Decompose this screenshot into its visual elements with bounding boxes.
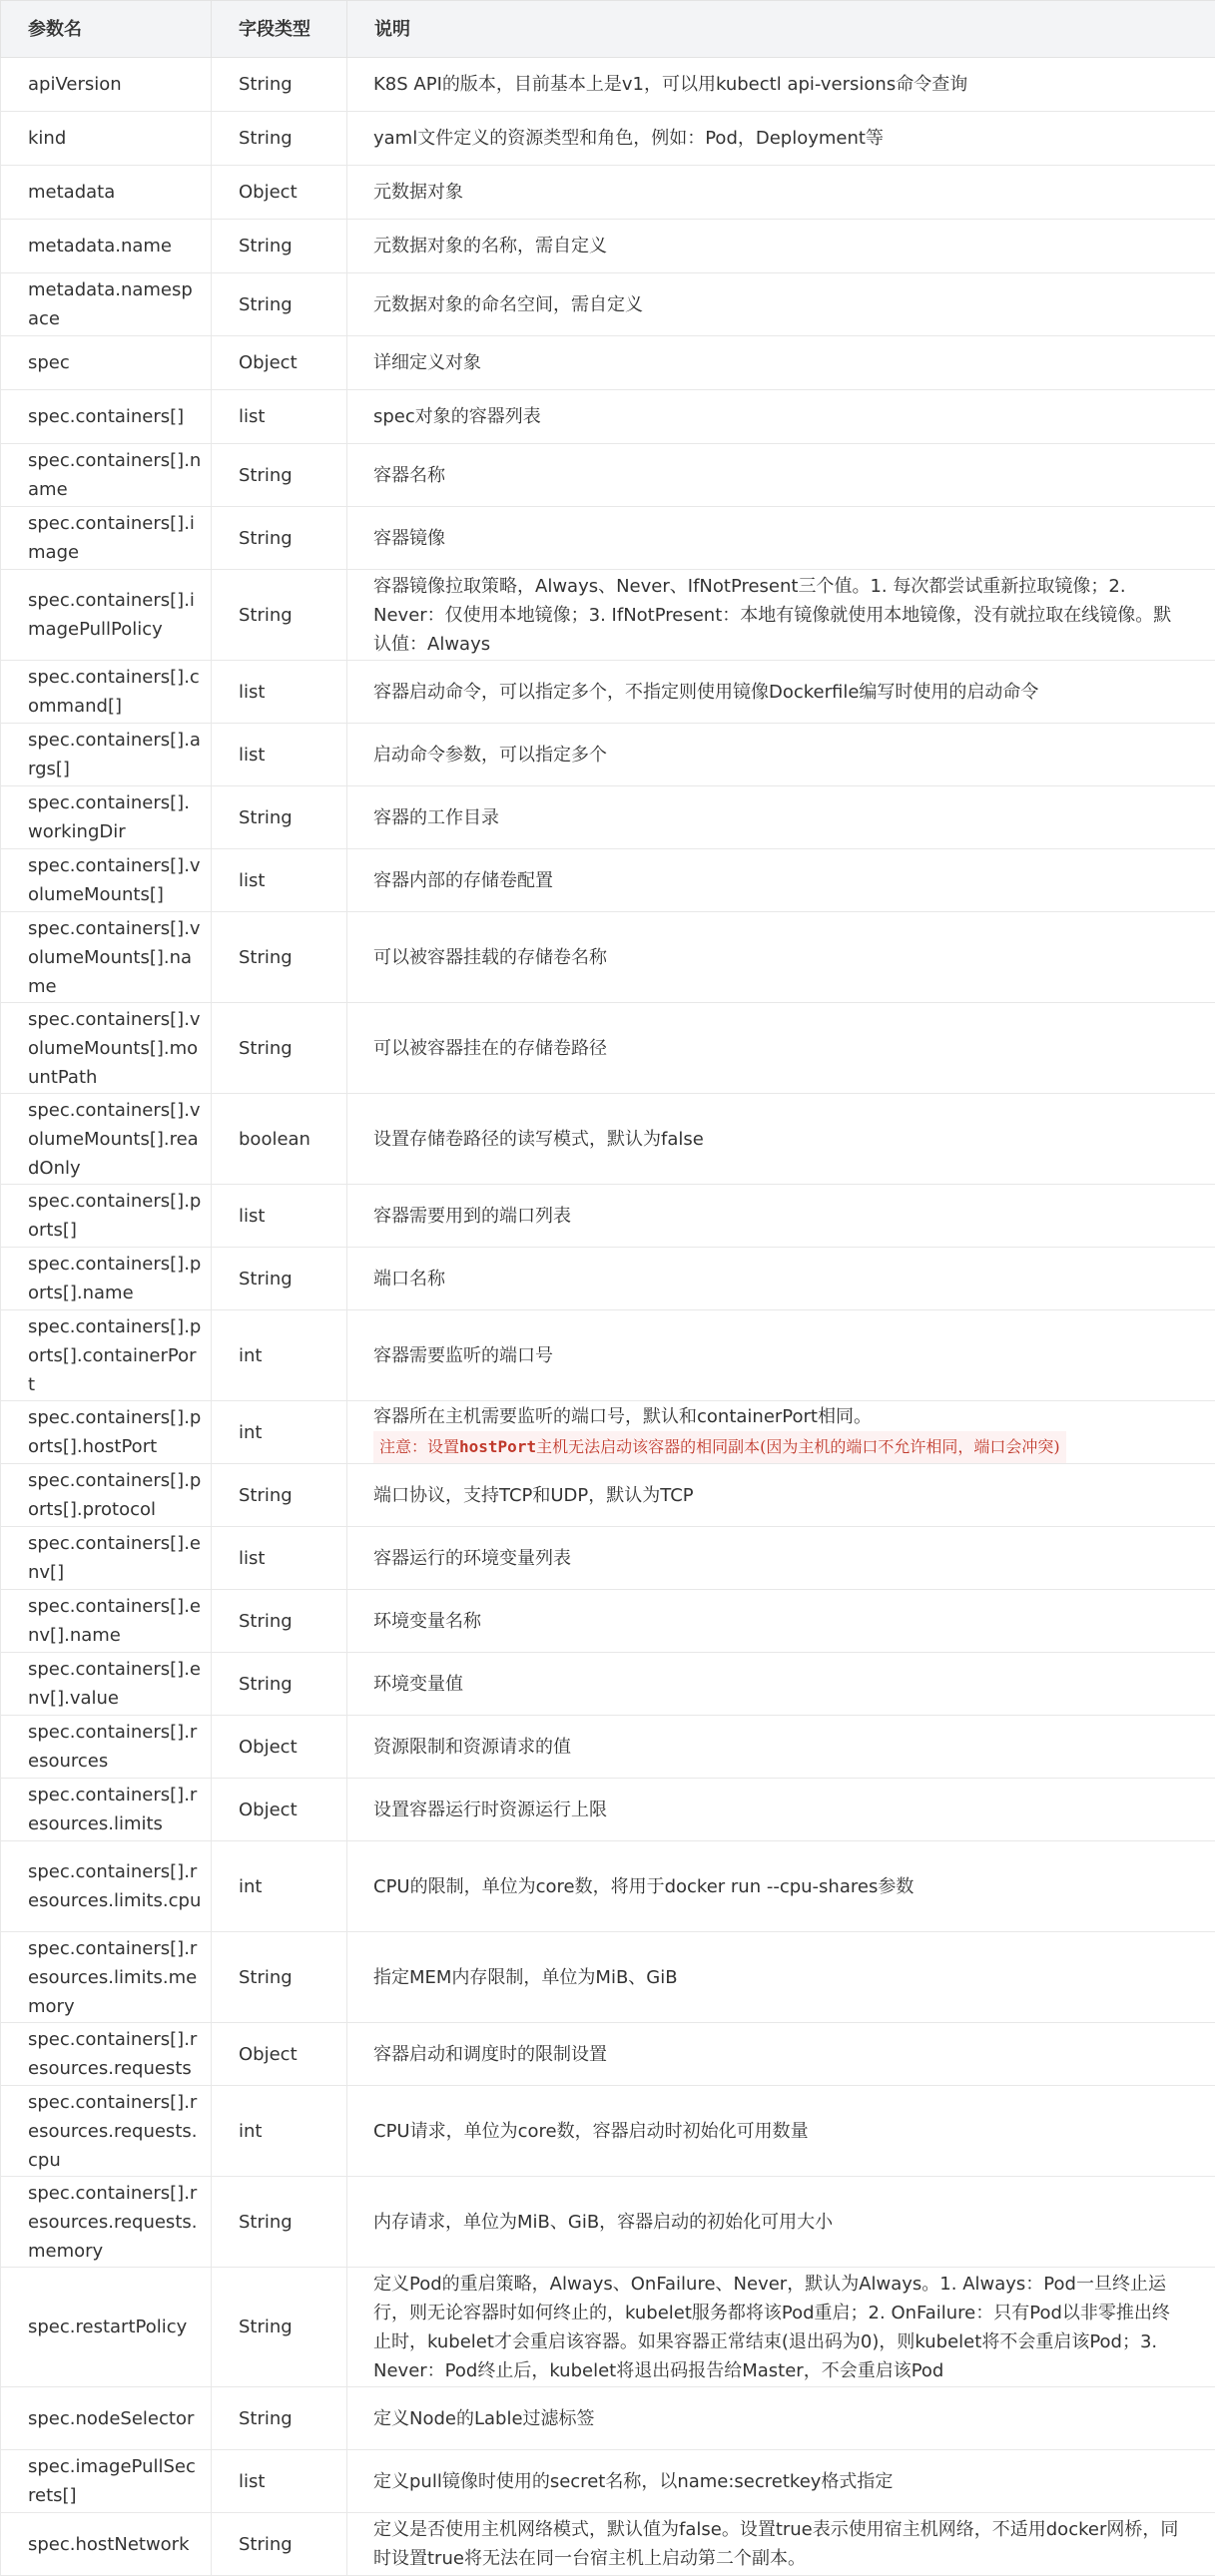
description-text: 容器的工作目录 (373, 807, 499, 828)
param-name-cell: spec.containers[] (1, 390, 212, 444)
param-name-cell: spec.containers[].resources.requests.cpu (1, 2086, 212, 2177)
header-type: 字段类型 (212, 1, 347, 58)
description-text: CPU的限制，单位为core数，将用于docker run --cpu-shares参数 (373, 1876, 913, 1897)
param-name-cell: metadata.namespace (1, 273, 212, 336)
field-type-cell: String (212, 2387, 347, 2450)
description-text: 元数据对象的命名空间，需自定义 (373, 294, 643, 315)
param-name-cell: spec.containers[].name (1, 444, 212, 507)
description-cell (347, 1527, 1215, 1590)
param-name-cell: spec.imagePullSecrets[] (1, 2450, 212, 2513)
description-cell (347, 1464, 1215, 1527)
table-row (1, 2513, 1215, 2576)
param-name-cell: spec.containers[].image (1, 507, 212, 570)
param-name-cell: spec.hostNetwork (1, 2513, 212, 2576)
description-cell (347, 390, 1215, 444)
param-name-cell: spec.containers[].command[] (1, 661, 212, 724)
table-row (1, 2086, 1215, 2177)
param-name-cell: kind (1, 112, 212, 166)
param-name-cell: spec.containers[].resources.requests (1, 2023, 212, 2086)
table-row (1, 273, 1215, 336)
table-row (1, 507, 1215, 570)
field-type-cell: Object (212, 166, 347, 220)
param-name-cell: spec.containers[].args[] (1, 724, 212, 786)
table-row (1, 1716, 1215, 1779)
note-code: hostPort (459, 1437, 536, 1456)
field-type-cell: String (212, 1003, 347, 1094)
description-text: 环境变量值 (373, 1674, 463, 1695)
description-text: 设置存储卷路径的读写模式，默认为false (373, 1129, 704, 1150)
table-row (1, 786, 1215, 849)
field-type-cell: list (212, 849, 347, 912)
description-cell (347, 786, 1215, 849)
description-text: 定义Node的Lable过滤标签 (373, 2408, 595, 2429)
description-text: 指定MEM内存限制，单位为MiB、GiB (373, 1967, 678, 1988)
table-row (1, 1932, 1215, 2023)
header-desc: 说明 (347, 1, 1215, 58)
table-row (1, 724, 1215, 786)
description-cell (347, 1716, 1215, 1779)
table-row (1, 661, 1215, 724)
note-prefix: 注意：设置 (379, 1437, 459, 1456)
description-text: 容器内部的存储卷配置 (373, 870, 553, 891)
field-type-cell: String (212, 112, 347, 166)
description-cell (347, 1590, 1215, 1653)
description-text: 容器需要监听的端口号 (373, 1345, 553, 1366)
table-row (1, 2177, 1215, 2268)
param-name-cell: apiVersion (1, 58, 212, 112)
field-type-cell: String (212, 1932, 347, 2023)
description-cell (347, 1653, 1215, 1716)
description-cell (347, 724, 1215, 786)
description-cell (347, 2513, 1215, 2576)
param-name-cell: spec.containers[].volumeMounts[].readOnly (1, 1094, 212, 1185)
description-text: CPU请求，单位为core数，容器启动时初始化可用数量 (373, 2121, 809, 2142)
description-text: spec对象的容器列表 (373, 406, 541, 427)
description-text: K8S API的版本，目前基本上是v1，可以用kubectl api-versions命令查询 (373, 74, 967, 95)
field-type-cell: list (212, 1527, 347, 1590)
description-cell (347, 220, 1215, 273)
description-cell (347, 570, 1215, 661)
param-name-cell: spec.containers[].ports[].hostPort (1, 1401, 212, 1464)
field-type-cell: Object (212, 1716, 347, 1779)
description-cell (347, 849, 1215, 912)
warning-note (373, 1431, 1066, 1463)
table-row (1, 849, 1215, 912)
table-header (1, 1, 1215, 58)
field-type-cell: String (212, 220, 347, 273)
param-name-cell: spec.containers[].resources (1, 1716, 212, 1779)
description-cell (347, 1003, 1215, 1094)
table-row (1, 390, 1215, 444)
description-text: yaml文件定义的资源类型和角色，例如：Pod，Deployment等 (373, 128, 884, 149)
table-row (1, 112, 1215, 166)
field-type-cell: String (212, 570, 347, 661)
table-row (1, 1185, 1215, 1248)
param-name-cell: spec.containers[].resources.limits.memory (1, 1932, 212, 2023)
description-cell (347, 1185, 1215, 1248)
description-text: 内存请求，单位为MiB、GiB，容器启动的初始化可用大小 (373, 2212, 833, 2233)
table-row (1, 1464, 1215, 1527)
description-text: 元数据对象 (373, 182, 463, 203)
table-row (1, 2450, 1215, 2513)
field-type-cell: Object (212, 2023, 347, 2086)
description-cell (347, 1248, 1215, 1310)
table-row (1, 220, 1215, 273)
table-row (1, 1779, 1215, 1841)
param-name-cell: spec.containers[].ports[].name (1, 1248, 212, 1310)
table-row (1, 570, 1215, 661)
description-text: 启动命令参数，可以指定多个 (373, 745, 607, 766)
param-name-cell: spec.containers[].volumeMounts[].name (1, 912, 212, 1003)
description-cell (347, 661, 1215, 724)
description-text: 资源限制和资源请求的值 (373, 1737, 571, 1758)
param-name-cell: spec (1, 336, 212, 390)
field-type-cell: list (212, 1185, 347, 1248)
description-text: 容器启动和调度时的限制设置 (373, 2044, 607, 2065)
field-type-cell: String (212, 1653, 347, 1716)
header-param: 参数名 (1, 1, 212, 58)
field-type-cell: String (212, 1464, 347, 1527)
field-type-cell: boolean (212, 1094, 347, 1185)
field-type-cell: String (212, 2177, 347, 2268)
description-cell (347, 2268, 1215, 2387)
description-cell (347, 2177, 1215, 2268)
param-name-cell: spec.containers[].ports[].containerPort (1, 1310, 212, 1401)
table-row (1, 2023, 1215, 2086)
description-text: 容器运行的环境变量列表 (373, 1548, 571, 1569)
description-text: 容器启动命令，可以指定多个，不指定则使用镜像Dockerfile编写时使用的启动命令 (373, 682, 1038, 703)
header-row (1, 1, 1215, 58)
field-type-cell: int (212, 2086, 347, 2177)
field-type-cell: Object (212, 336, 347, 390)
param-name-cell: spec.containers[].resources.limits.cpu (1, 1841, 212, 1932)
description-cell (347, 2086, 1215, 2177)
description-cell (347, 1779, 1215, 1841)
table-row (1, 2387, 1215, 2450)
description-cell (347, 1932, 1215, 2023)
param-name-cell: spec.containers[].env[].value (1, 1653, 212, 1716)
field-type-cell: list (212, 2450, 347, 2513)
description-cell (347, 58, 1215, 112)
param-name-cell: spec.nodeSelector (1, 2387, 212, 2450)
field-type-cell: int (212, 1841, 347, 1932)
description-text: 详细定义对象 (373, 352, 481, 373)
description-text: 容器名称 (373, 465, 445, 486)
description-text: 容器镜像拉取策略，Always、Never、IfNotPresent三个值。1. 每次都尝试重新拉取镜像；2. Never：仅使用本地镜像；3. IfNotPresent：本地有镜像就使用本地镜像，没有就拉取在线镜像。默认值：Always (373, 576, 1171, 655)
param-name-cell: spec.containers[].resources.limits (1, 1779, 212, 1841)
description-cell (347, 1401, 1215, 1464)
description-text: 可以被容器挂载的存储卷名称 (373, 947, 607, 968)
description-text: 可以被容器挂在的存储卷路径 (373, 1038, 607, 1059)
param-name-cell: spec.containers[].ports[] (1, 1185, 212, 1248)
field-type-cell: String (212, 507, 347, 570)
field-type-cell: list (212, 661, 347, 724)
param-name-cell: spec.containers[].imagePullPolicy (1, 570, 212, 661)
description-cell (347, 1310, 1215, 1401)
param-name-cell: spec.containers[].env[] (1, 1527, 212, 1590)
param-name-cell: spec.containers[].workingDir (1, 786, 212, 849)
description-cell (347, 2387, 1215, 2450)
description-cell (347, 273, 1215, 336)
description-text: 容器所在主机需要监听的端口号，默认和containerPort相同。 (373, 1406, 872, 1427)
table-row (1, 912, 1215, 1003)
param-name-cell: spec.containers[].resources.requests.memory (1, 2177, 212, 2268)
field-type-cell: String (212, 1590, 347, 1653)
field-type-cell: list (212, 390, 347, 444)
param-name-cell: metadata (1, 166, 212, 220)
table-row (1, 336, 1215, 390)
description-cell (347, 912, 1215, 1003)
field-type-cell: String (212, 912, 347, 1003)
param-name-cell: spec.containers[].volumeMounts[] (1, 849, 212, 912)
description-cell (347, 2023, 1215, 2086)
param-name-cell: metadata.name (1, 220, 212, 273)
field-type-cell: String (212, 2513, 347, 2576)
note-suffix: 主机无法启动该容器的相同副本(因为主机的端口不允许相同，端口会冲突) (536, 1437, 1060, 1456)
table-row (1, 1401, 1215, 1464)
table-row (1, 1094, 1215, 1185)
field-type-cell: Object (212, 1779, 347, 1841)
table-row (1, 58, 1215, 112)
table-row (1, 1841, 1215, 1932)
description-text: 端口名称 (373, 1269, 445, 1289)
field-type-cell: String (212, 1248, 347, 1310)
description-text: 设置容器运行时资源运行上限 (373, 1800, 607, 1820)
description-text: 定义Pod的重启策略，Always、OnFailure、Never，默认为Always。1. Always：Pod一旦终止运行，则无论容器时如何终止的，kubelet服务都将该Pod重启；2. OnFailure：只有Pod以非零推出终止时，kubelet才会重启该容器。如果容器正常结束(退出码为0)，则kubelet将不会重启该Pod；3. Never：Pod终止后，kubelet将退出码报告给Master，不会重启该Pod (373, 2274, 1170, 2381)
description-text: 元数据对象的名称，需自定义 (373, 236, 607, 257)
field-type-cell: String (212, 786, 347, 849)
description-cell (347, 444, 1215, 507)
param-name-cell: spec.containers[].volumeMounts[].mountPath (1, 1003, 212, 1094)
field-type-cell: String (212, 58, 347, 112)
table-row (1, 1248, 1215, 1310)
description-cell (347, 112, 1215, 166)
description-text: 定义pull镜像时使用的secret名称，以name:secretkey格式指定 (373, 2471, 893, 2492)
table-row (1, 1527, 1215, 1590)
param-name-cell: spec.restartPolicy (1, 2268, 212, 2387)
description-cell (347, 336, 1215, 390)
field-type-cell: int (212, 1310, 347, 1401)
table-row (1, 1653, 1215, 1716)
description-text: 端口协议，支持TCP和UDP，默认为TCP (373, 1485, 694, 1506)
param-name-cell: spec.containers[].env[].name (1, 1590, 212, 1653)
field-type-cell: String (212, 273, 347, 336)
description-cell (347, 1094, 1215, 1185)
table-body (1, 58, 1215, 2576)
description-text: 定义是否使用主机网络模式，默认值为false。设置true表示使用宿主机网络，不适用docker网桥，同时设置true将无法在同一台宿主机上启动第二个副本。 (373, 2519, 1178, 2569)
field-type-cell: list (212, 724, 347, 786)
table-row (1, 166, 1215, 220)
field-type-cell: String (212, 2268, 347, 2387)
description-text: 环境变量名称 (373, 1611, 481, 1632)
table-row (1, 1590, 1215, 1653)
description-text: 容器镜像 (373, 528, 445, 549)
table-row (1, 2268, 1215, 2387)
field-type-cell: String (212, 444, 347, 507)
description-cell (347, 2450, 1215, 2513)
description-cell (347, 1841, 1215, 1932)
description-cell (347, 166, 1215, 220)
description-cell (347, 507, 1215, 570)
description-text: 容器需要用到的端口列表 (373, 1206, 571, 1227)
table-row (1, 1003, 1215, 1094)
table-row (1, 444, 1215, 507)
param-name-cell: spec.containers[].ports[].protocol (1, 1464, 212, 1527)
field-type-cell: int (212, 1401, 347, 1464)
table-row (1, 1310, 1215, 1401)
